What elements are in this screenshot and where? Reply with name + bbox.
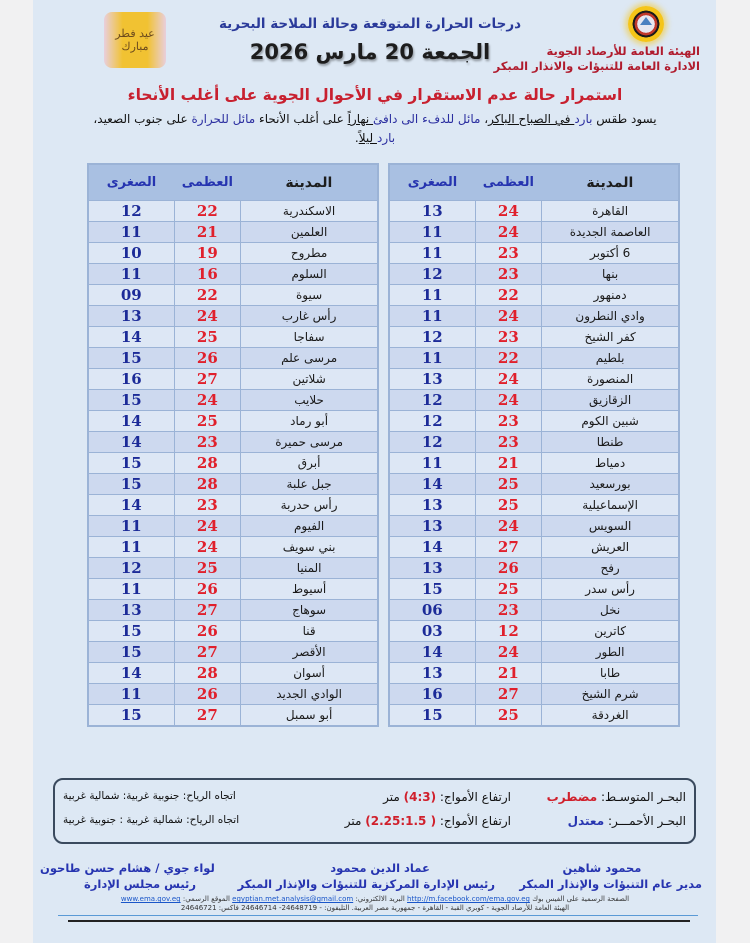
- max-temp-cell: 27: [174, 642, 241, 663]
- table-row: [88, 327, 378, 348]
- temperature-table-left: [87, 163, 379, 727]
- city-cell: الفيوم: [241, 516, 378, 537]
- table-row: [88, 348, 378, 369]
- bulletin-date: الجمعة 20 مارس 2026: [249, 40, 491, 64]
- min-temp-cell: 11: [389, 306, 475, 327]
- wind-direction: [63, 790, 303, 802]
- max-temp-cell: 23: [475, 432, 542, 453]
- table-row: [389, 642, 679, 663]
- table-row: [389, 201, 679, 222]
- table-row: [88, 642, 378, 663]
- city-cell: العلمين: [241, 222, 378, 243]
- table-row: [389, 621, 679, 642]
- city-cell: دمياط: [542, 453, 679, 474]
- min-temp-cell: 14: [88, 495, 174, 516]
- signature-forecast-director: [502, 860, 702, 892]
- min-temp-cell: 13: [88, 600, 174, 621]
- sea-label: البحـر المتوسـط:: [597, 790, 686, 804]
- min-temp-cell: 14: [88, 411, 174, 432]
- desc-highlight: بارد: [574, 112, 593, 126]
- min-temp-cell: 13: [88, 306, 174, 327]
- max-temp-cell: 25: [174, 327, 241, 348]
- city-cell: السلوم: [241, 264, 378, 285]
- max-temp-cell: 22: [475, 285, 542, 306]
- city-cell: جبل علبة: [241, 474, 378, 495]
- table-row: [88, 558, 378, 579]
- max-temp-cell: 24: [475, 222, 542, 243]
- city-cell: الاسكندرية: [241, 201, 378, 222]
- wave-unit: متر: [383, 790, 404, 804]
- max-temp-cell: 22: [174, 285, 241, 306]
- city-cell: طنطا: [542, 432, 679, 453]
- table-row: [88, 600, 378, 621]
- email-label: البريد الالكتروني:: [355, 895, 405, 903]
- signatory-title: مدير عام التنبؤات والإنذار المبكر: [519, 877, 702, 891]
- min-temp-cell: 11: [389, 348, 475, 369]
- city-cell: سيوة: [241, 285, 378, 306]
- signature-central-admin-head: [237, 860, 495, 892]
- city-cell: الوادي الجديد: [241, 684, 378, 705]
- website-label: الموقع الرسمي:: [182, 895, 230, 903]
- wave-label: ارتفاع الأمواج:: [436, 790, 511, 804]
- max-temp-cell: 25: [475, 705, 542, 727]
- min-temp-cell: 12: [389, 390, 475, 411]
- table-row: [389, 684, 679, 705]
- city-cell: شبين الكوم: [542, 411, 679, 432]
- min-temp-cell: 11: [88, 516, 174, 537]
- desc-text: يسود طقس: [592, 112, 657, 126]
- table-row: [389, 453, 679, 474]
- min-temp-cell: 16: [88, 369, 174, 390]
- min-temp-cell: 11: [389, 285, 475, 306]
- table-row: [389, 243, 679, 264]
- min-temp-cell: 15: [389, 705, 475, 727]
- header-max: العظمى: [174, 164, 241, 201]
- desc-text: ،: [480, 112, 489, 126]
- min-temp-cell: 15: [88, 390, 174, 411]
- ema-logo-icon: [628, 6, 664, 42]
- max-temp-cell: 24: [475, 642, 542, 663]
- max-temp-cell: 24: [475, 390, 542, 411]
- table-row: [88, 663, 378, 684]
- max-temp-cell: 24: [174, 516, 241, 537]
- max-temp-cell: 23: [475, 264, 542, 285]
- max-temp-cell: 24: [174, 537, 241, 558]
- city-cell: طابا: [542, 663, 679, 684]
- table-row: [88, 684, 378, 705]
- max-temp-cell: 25: [475, 474, 542, 495]
- wave-label: ارتفاع الأمواج:: [436, 814, 511, 828]
- city-cell: الغردقة: [542, 705, 679, 727]
- city-cell: القاهرة: [542, 201, 679, 222]
- max-temp-cell: 28: [174, 453, 241, 474]
- max-temp-cell: 26: [174, 621, 241, 642]
- table-row: [88, 537, 378, 558]
- desc-highlight: مائل للدفء الى دافئ: [373, 112, 481, 126]
- table-row: [389, 705, 679, 727]
- min-temp-cell: 11: [389, 222, 475, 243]
- table-row: [88, 621, 378, 642]
- city-cell: بنها: [542, 264, 679, 285]
- min-temp-cell: 12: [88, 558, 174, 579]
- city-cell: نخل: [542, 600, 679, 621]
- wind-label: اتجاه الرياح:: [182, 814, 240, 826]
- desc-text: في الصباح الباكر: [488, 112, 575, 126]
- bulletin-subtitle: درجات الحرارة المتوقعة وحالة الملاحة البحرية: [218, 16, 522, 32]
- table-row: [389, 432, 679, 453]
- city-cell: أبو سمبل: [241, 705, 378, 727]
- footer-divider: [58, 915, 698, 916]
- wave-height: [311, 814, 511, 828]
- wind-value: شمالية غربية : جنوبية غربية: [63, 814, 183, 826]
- min-temp-cell: 12: [88, 201, 174, 222]
- max-temp-cell: 22: [475, 348, 542, 369]
- max-temp-cell: 23: [475, 243, 542, 264]
- table-row: [88, 411, 378, 432]
- table-row: [389, 222, 679, 243]
- max-temp-cell: 27: [174, 705, 241, 727]
- min-temp-cell: 15: [88, 621, 174, 642]
- sea-name: [546, 790, 686, 804]
- min-temp-cell: 12: [389, 327, 475, 348]
- table-row: [88, 369, 378, 390]
- min-temp-cell: 12: [389, 264, 475, 285]
- city-cell: دمنهور: [542, 285, 679, 306]
- city-cell: المنيا: [241, 558, 378, 579]
- max-temp-cell: 28: [174, 663, 241, 684]
- signature-board-chairman: [40, 860, 240, 892]
- city-cell: بلطيم: [542, 348, 679, 369]
- weather-description: [42, 110, 708, 148]
- max-temp-cell: 27: [174, 369, 241, 390]
- address-text: الهيئة العامة للأرصاد الجوية - كوبري القبة - القاهرة - جمهورية مصر العربية. التليفون: - 24648719- 24646714 فاكس: 24646721: [180, 904, 570, 912]
- city-cell: الطور: [542, 642, 679, 663]
- max-temp-cell: 16: [174, 264, 241, 285]
- table-row: [389, 600, 679, 621]
- max-temp-cell: 27: [475, 684, 542, 705]
- sea-label: البحـر الأحمـــر:: [604, 814, 686, 828]
- max-temp-cell: 28: [174, 474, 241, 495]
- min-temp-cell: 15: [389, 579, 475, 600]
- max-temp-cell: 21: [174, 222, 241, 243]
- table-row: [88, 474, 378, 495]
- sea-state: مضطرب: [546, 790, 598, 804]
- desc-text: على جنوب الصعيد،: [93, 112, 192, 126]
- max-temp-cell: 27: [475, 537, 542, 558]
- table-row: [389, 348, 679, 369]
- min-temp-cell: 13: [389, 558, 475, 579]
- table-row: [88, 705, 378, 727]
- table-row: [389, 327, 679, 348]
- facebook-link[interactable]: http://m.facebook.com/ema.gov.eg: [407, 895, 530, 903]
- red-sea-row: [63, 814, 686, 834]
- max-temp-cell: 22: [174, 201, 241, 222]
- city-cell: مطروح: [241, 243, 378, 264]
- max-temp-cell: 26: [475, 558, 542, 579]
- footer-divider: [68, 920, 690, 922]
- city-cell: بورسعيد: [542, 474, 679, 495]
- table-row: [389, 558, 679, 579]
- city-cell: رأس حدربة: [241, 495, 378, 516]
- headline: استمرار حالة عدم الاستقرار في الأحوال الجوية على أغلب الأنحاء: [127, 86, 623, 104]
- min-temp-cell: 12: [389, 411, 475, 432]
- max-temp-cell: 27: [174, 600, 241, 621]
- city-cell: مرسى حميرة: [241, 432, 378, 453]
- sea-name: [546, 814, 686, 828]
- min-temp-cell: 14: [88, 432, 174, 453]
- facebook-label: الصفحة الرسمية على الفيس بوك: [532, 895, 630, 903]
- max-temp-cell: 21: [475, 453, 542, 474]
- table-row: [88, 306, 378, 327]
- header-city: المدينة: [542, 164, 679, 201]
- wave-unit: متر: [344, 814, 366, 828]
- min-temp-cell: 15: [88, 642, 174, 663]
- org-line-2: الادارة العامة للتنبؤات والانذار المبكر: [493, 59, 700, 73]
- wave-value: (4:3): [403, 790, 437, 804]
- city-cell: كفر الشيخ: [542, 327, 679, 348]
- city-cell: كاترين: [542, 621, 679, 642]
- min-temp-cell: 13: [389, 369, 475, 390]
- max-temp-cell: 12: [475, 621, 542, 642]
- header-min: الصغرى: [389, 164, 475, 201]
- email-link[interactable]: egyptian.met.analysis@gmail.com: [232, 895, 354, 903]
- min-temp-cell: 13: [389, 495, 475, 516]
- wave-value: ( 2.25:1.5): [365, 814, 437, 828]
- header-min: الصغرى: [88, 164, 174, 201]
- table-row: [88, 222, 378, 243]
- min-temp-cell: 15: [88, 705, 174, 727]
- min-temp-cell: 14: [389, 474, 475, 495]
- max-temp-cell: 24: [174, 306, 241, 327]
- wind-value: جنوبية غربية: شمالية غربية: [63, 790, 180, 802]
- table-row: [389, 537, 679, 558]
- city-cell: العاصمة الجديدة: [542, 222, 679, 243]
- city-cell: مرسى علم: [241, 348, 378, 369]
- city-cell: بني سويف: [241, 537, 378, 558]
- city-cell: الإسماعيلية: [542, 495, 679, 516]
- min-temp-cell: 11: [389, 453, 475, 474]
- max-temp-cell: 21: [475, 663, 542, 684]
- contact-line-2: [40, 904, 710, 913]
- min-temp-cell: 14: [389, 537, 475, 558]
- max-temp-cell: 26: [174, 348, 241, 369]
- desc-text: نهاراً: [347, 112, 374, 126]
- max-temp-cell: 24: [475, 369, 542, 390]
- table-row: [88, 579, 378, 600]
- table-row: [389, 285, 679, 306]
- table-row: [389, 306, 679, 327]
- table-row: [389, 390, 679, 411]
- table-row: [389, 264, 679, 285]
- min-temp-cell: 14: [88, 327, 174, 348]
- min-temp-cell: 14: [88, 663, 174, 684]
- table-row: [389, 516, 679, 537]
- eid-greeting-text: عيد فطر مبارك: [115, 27, 155, 53]
- city-cell: رأس سدر: [542, 579, 679, 600]
- city-cell: الزقازيق: [542, 390, 679, 411]
- max-temp-cell: 23: [475, 411, 542, 432]
- city-cell: 6 أكتوبر: [542, 243, 679, 264]
- table-row: [88, 495, 378, 516]
- desc-highlight: مائل للحرارة: [191, 112, 256, 126]
- max-temp-cell: 23: [174, 432, 241, 453]
- min-temp-cell: 13: [389, 663, 475, 684]
- min-temp-cell: 16: [389, 684, 475, 705]
- table-row: [88, 201, 378, 222]
- signatory-name: عماد الدين محمود: [330, 861, 430, 875]
- max-temp-cell: 25: [475, 495, 542, 516]
- table-row: [88, 390, 378, 411]
- header-city: المدينة: [241, 164, 378, 201]
- min-temp-cell: 10: [88, 243, 174, 264]
- contact-footer: [40, 895, 710, 913]
- table-row: [389, 579, 679, 600]
- min-temp-cell: 11: [88, 537, 174, 558]
- table-row: [88, 285, 378, 306]
- min-temp-cell: 15: [88, 474, 174, 495]
- max-temp-cell: 24: [475, 201, 542, 222]
- max-temp-cell: 24: [475, 306, 542, 327]
- max-temp-cell: 19: [174, 243, 241, 264]
- max-temp-cell: 26: [174, 684, 241, 705]
- max-temp-cell: 26: [174, 579, 241, 600]
- wind-label: اتجاه الرياح:: [179, 790, 236, 802]
- city-cell: سفاجا: [241, 327, 378, 348]
- city-cell: الأقصر: [241, 642, 378, 663]
- table-row: [389, 495, 679, 516]
- city-cell: أبرق: [241, 453, 378, 474]
- min-temp-cell: 13: [389, 516, 475, 537]
- min-temp-cell: 12: [389, 432, 475, 453]
- mediterranean-row: [63, 790, 686, 810]
- contact-line-1: [40, 895, 710, 904]
- table-row: [88, 264, 378, 285]
- min-temp-cell: 14: [389, 642, 475, 663]
- city-cell: المنصورة: [542, 369, 679, 390]
- wind-direction: [63, 814, 303, 826]
- desc-text: على أغلب الأنحاء: [255, 112, 348, 126]
- min-temp-cell: 06: [389, 600, 475, 621]
- city-cell: سوهاج: [241, 600, 378, 621]
- table-row: [88, 516, 378, 537]
- max-temp-cell: 24: [174, 390, 241, 411]
- city-cell: شرم الشيخ: [542, 684, 679, 705]
- table-row: [88, 432, 378, 453]
- min-temp-cell: 09: [88, 285, 174, 306]
- desc-text: ليلاً: [358, 131, 377, 145]
- city-cell: رفح: [542, 558, 679, 579]
- max-temp-cell: 23: [174, 495, 241, 516]
- city-cell: العريش: [542, 537, 679, 558]
- wave-height: [311, 790, 511, 804]
- min-temp-cell: 15: [88, 453, 174, 474]
- org-line-1: الهيئة العامة للأرصاد الجوية: [546, 44, 700, 58]
- max-temp-cell: 24: [475, 516, 542, 537]
- table-row: [389, 369, 679, 390]
- signatory-title: رئيس مجلس الإدارة: [83, 877, 196, 891]
- max-temp-cell: 25: [475, 579, 542, 600]
- temperature-table-right: [388, 163, 680, 727]
- city-cell: شلاتين: [241, 369, 378, 390]
- min-temp-cell: 13: [389, 201, 475, 222]
- city-cell: أسوان: [241, 663, 378, 684]
- city-cell: وادي النطرون: [542, 306, 679, 327]
- signatory-name: محمود شاهين: [562, 861, 642, 875]
- city-cell: أسيوط: [241, 579, 378, 600]
- header-max: العظمى: [475, 164, 542, 201]
- desc-highlight: بارد: [376, 131, 396, 145]
- eid-greeting-badge: [104, 12, 166, 68]
- sea-state: معتدل: [567, 814, 605, 828]
- table-row: [389, 474, 679, 495]
- desc-text: .: [354, 131, 359, 145]
- table-row: [389, 663, 679, 684]
- max-temp-cell: 23: [475, 600, 542, 621]
- signatory-name: لواء جوي / هشام حسن طاحون: [40, 861, 215, 875]
- website-link[interactable]: www.ema.gov.eg: [120, 895, 181, 903]
- min-temp-cell: 03: [389, 621, 475, 642]
- min-temp-cell: 11: [88, 264, 174, 285]
- min-temp-cell: 11: [88, 222, 174, 243]
- city-cell: رأس غارب: [241, 306, 378, 327]
- max-temp-cell: 25: [174, 558, 241, 579]
- marine-conditions-box: [53, 778, 696, 844]
- min-temp-cell: 15: [88, 348, 174, 369]
- min-temp-cell: 11: [88, 684, 174, 705]
- city-cell: حلايب: [241, 390, 378, 411]
- max-temp-cell: 23: [475, 327, 542, 348]
- table-row: [389, 411, 679, 432]
- signatory-title: رئيس الإدارة المركزية للتنبؤات والإنذار المبكر: [237, 877, 495, 891]
- min-temp-cell: 11: [389, 243, 475, 264]
- city-cell: أبو رماد: [241, 411, 378, 432]
- min-temp-cell: 11: [88, 579, 174, 600]
- city-cell: السويس: [542, 516, 679, 537]
- table-row: [88, 243, 378, 264]
- city-cell: قنا: [241, 621, 378, 642]
- max-temp-cell: 25: [174, 411, 241, 432]
- table-row: [88, 453, 378, 474]
